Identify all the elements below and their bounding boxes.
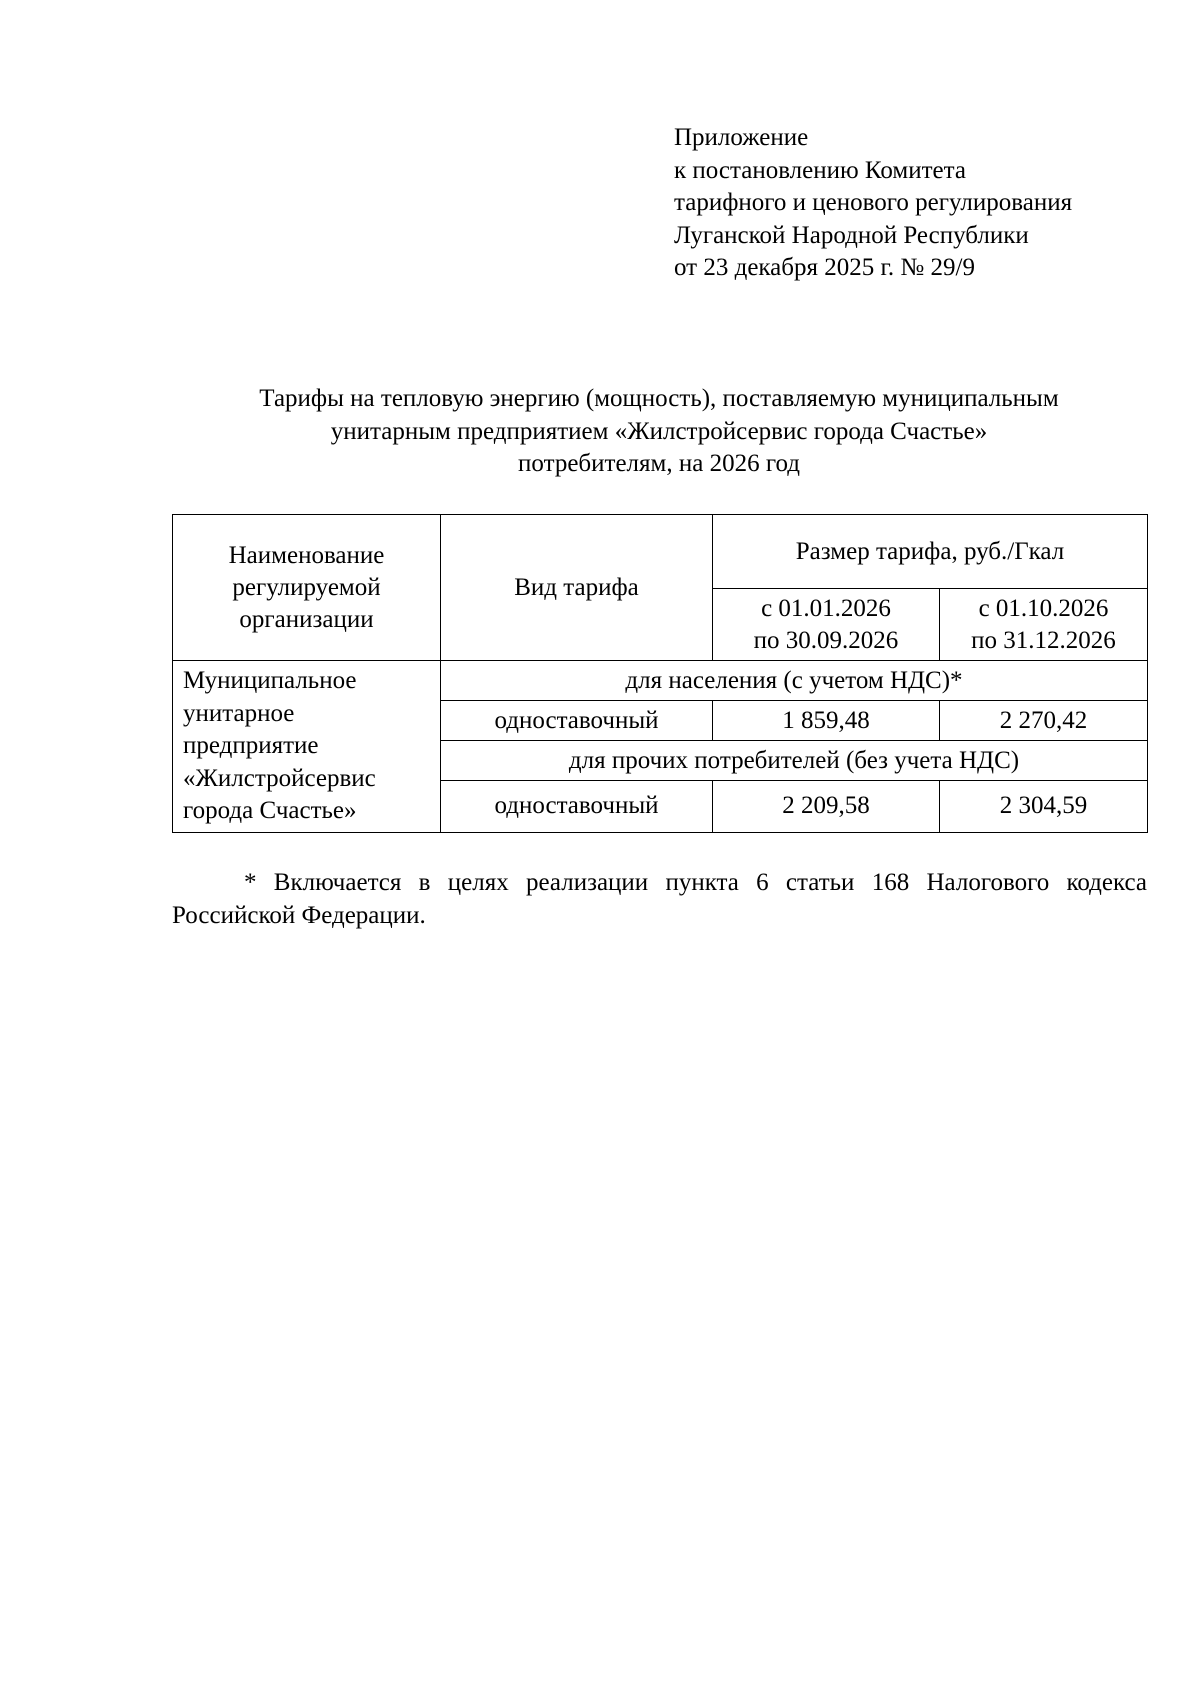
section-other-label: для прочих потребителей (без учета НДС): [441, 741, 1148, 781]
title-line: Тарифы на тепловую энергию (мощность), поставляемую муниципальным: [259, 385, 1059, 412]
tariff-type-cell: одноставочный: [441, 781, 713, 832]
title-line: унитарным предприятием «Жилстройсервис города Счастье»: [330, 417, 988, 445]
appendix-block: [674, 122, 1072, 285]
tariff-table: [172, 514, 1148, 833]
header-period-1: [713, 589, 940, 661]
period-2-to: по 31.12.2026: [971, 626, 1116, 654]
section-population-label: для населения (с учетом НДС)*: [441, 661, 1148, 701]
document-title: [172, 383, 1146, 481]
header-tariff-type: Вид тарифа: [441, 515, 713, 661]
period-1-from: с 01.01.2026: [761, 594, 891, 622]
header-org-name: Наименование регулируемой организации: [173, 515, 441, 661]
header-tariff-size: Размер тарифа, руб./Гкал: [713, 515, 1148, 589]
tariff-value-cell: 2 270,42: [940, 701, 1148, 741]
appendix-line: Приложение: [674, 124, 809, 151]
appendix-line: к постановлению Комитета: [674, 156, 966, 184]
appendix-line: от 23 декабря 2025 г. № 29/9: [674, 254, 975, 281]
org-name-line: «Жилстройсервис: [183, 764, 376, 792]
tariff-type-cell: одноставочный: [441, 701, 713, 741]
org-name-line: предприятие: [183, 732, 319, 759]
org-name-line: города Счастье»: [183, 797, 357, 824]
org-name-line: унитарное: [183, 699, 295, 727]
appendix-line: Луганской Народной Республики: [674, 221, 1029, 249]
tariff-value-cell: 2 304,59: [940, 781, 1148, 832]
table-header-row: [173, 515, 1148, 589]
title-line: потребителям, на 2026 год: [518, 450, 800, 477]
table-row: [173, 661, 1148, 701]
org-name-cell: [173, 661, 441, 833]
footnote: * Включается в целях реализации пункта 6 статьи 168 Налогового кодекса Российской Федерации.: [172, 869, 1147, 929]
appendix-line: тарифного и ценового регулирования: [674, 189, 1073, 216]
tariff-value-cell: 2 209,58: [713, 781, 940, 832]
period-2-from: с 01.10.2026: [978, 594, 1109, 622]
period-1-to: по 30.09.2026: [753, 626, 899, 654]
tariff-value-cell: 1 859,48: [713, 701, 940, 741]
org-name-line: Муниципальное: [183, 667, 357, 694]
header-period-2: [940, 589, 1148, 661]
